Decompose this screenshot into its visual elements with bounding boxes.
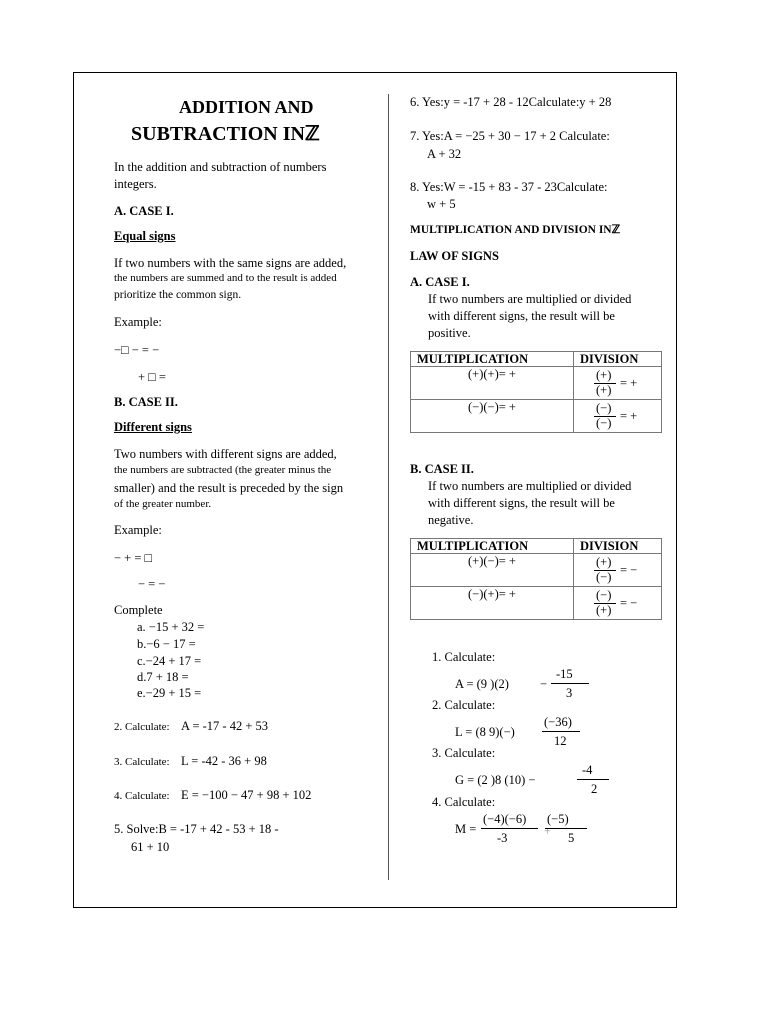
complete-item-b: b.−6 − 17 = [137,637,196,651]
item3-label: 3. Calculate: [114,756,170,768]
diff-paragraph-4: of the greater number. [114,498,212,510]
diff-paragraph-2: the numbers are subtracted (the greater minus the [114,464,332,476]
calc4-plus: + [544,824,552,838]
example1-line1: −□ − = − [114,343,160,357]
calc3-numerator: -4 [582,763,593,777]
calc2-lhs: L = (8 9)(−) [455,725,515,739]
case1-heading: A. CASE I. [114,204,174,218]
table2-row1-num: (+) [596,555,612,569]
table1-row2-mult [411,400,574,433]
item4-expression: E = −100 − 47 + 98 + 102 [181,788,312,802]
calc1-numerator: -15 [556,667,573,681]
calc3-label: 3. Calculate: [432,746,496,760]
diff-paragraph-1: Two numbers with different signs are added, [114,447,337,461]
calc4-denominator: -3 [497,831,508,845]
complete-label: Complete [114,603,163,617]
item8-line2: w + 5 [427,197,456,211]
title-line1: ADDITION AND [179,97,314,117]
equal-paragraph-3: prioritize the common sign. [114,289,242,301]
table2-header-div: DIVISION [574,539,662,554]
table2-row2-mult-text: (−)(+)= + [468,587,516,601]
calc4-numerator: (−4)(−6) [483,812,527,826]
calc1-denominator: 3 [566,686,573,700]
calc1-label: 1. Calculate: [432,650,496,664]
fraction-bar [545,828,587,829]
item2-expression: A = -17 - 42 + 53 [181,719,269,733]
calc4-label: 4. Calculate: [432,795,496,809]
item7-line2: A + 32 [427,147,462,161]
different-signs-heading: Different signs [114,420,192,434]
item2-label: 2. Calculate: [114,721,170,733]
table1-header-div: DIVISION [574,352,662,367]
fraction-bar [481,828,538,829]
calc4-denominator2: 5 [568,831,575,845]
item7-line1: 7. Yes:A = −25 + 30 − 17 + 2 Calculate: [410,129,610,143]
intro-line2: integers. [114,177,157,191]
signs-table-positive [410,351,662,433]
table2-row1-result: = − [620,563,638,577]
table2-row2-den: (+) [596,603,612,617]
calc1-minus: − [540,677,548,691]
item3-expression: L = -42 - 36 + 98 [181,754,267,768]
calc3-denominator: 2 [591,782,598,796]
calc2-denominator: 12 [554,734,567,748]
calc2-numerator: (−36) [544,715,572,729]
item5-line1: 5. Solve:B = -17 + 42 - 53 + 18 - [114,822,279,836]
item8-line1: 8. Yes:W = -15 + 83 - 37 - 23Calculate: [410,180,608,194]
table2-row2-mult [411,587,574,620]
equal-signs-heading: Equal signs [114,229,176,243]
example-label-1: Example: [114,315,162,329]
title-line2: SUBTRACTION INℤ [131,123,320,145]
caseB-heading: B. CASE II. [410,462,474,476]
column-divider [388,94,389,880]
table2-row1-mult [411,554,574,587]
item6: 6. Yes:y = -17 + 28 - 12Calculate:y + 28 [410,95,612,109]
table1-row2-result: = + [620,409,638,423]
complete-item-d: d.7 + 18 = [137,670,189,684]
table1-row1-div [574,367,662,400]
table2-row2-result: = − [620,596,638,610]
fraction-bar [577,779,609,780]
table1-row1-num: (+) [596,368,612,382]
calc4-lhs: M = [455,822,477,836]
table1-row2-mult-text: (−)(−)= + [468,400,516,414]
table2-row2-num: (−) [596,588,612,602]
equal-paragraph-1: If two numbers with the same signs are added, [114,256,347,270]
table2-row1-den: (−) [596,570,612,584]
caseB-paragraph-1: If two numbers are multiplied or divided [428,479,632,493]
table2-row1-div [574,554,662,587]
caseB-paragraph-2: with different signs, the result will be [428,496,615,510]
calc3-lhs: G = (2 )8 (10) − [455,773,536,787]
fraction-bar [551,683,589,684]
table1-row1-mult [411,367,574,400]
complete-item-a: a. −15 + 32 = [137,620,205,634]
law-of-signs-heading: LAW OF SIGNS [410,249,499,263]
table2-header-mult: MULTIPLICATION [411,539,574,554]
caseA-paragraph-1: If two numbers are multiplied or divided [428,292,632,306]
item4-label: 4. Calculate: [114,790,170,802]
table1-header-mult: MULTIPLICATION [411,352,574,367]
table2-row1-mult-text: (+)(−)= + [468,554,516,568]
caseB-paragraph-3: negative. [428,513,474,527]
example-label-2: Example: [114,523,162,537]
example1-line2: + □ = [138,370,166,384]
calc1-lhs: A = (9 )(2) [455,677,509,691]
table2-row2-div [574,587,662,620]
complete-item-c: c.−24 + 17 = [137,654,202,668]
table1-row1-den: (+) [596,383,612,397]
table1-row1-mult-text: (+)(+)= + [468,367,516,381]
example2-line1: − + = □ [114,551,153,565]
example2-line2: − = − [138,577,166,591]
complete-item-e: e.−29 + 15 = [137,686,202,700]
equal-paragraph-2: the numbers are summed and to the result is added [114,272,337,284]
intro-line1: In the addition and subtraction of numbers [114,160,327,174]
table1-row2-div [574,400,662,433]
caseA-paragraph-3: positive. [428,326,471,340]
caseA-heading: A. CASE I. [410,275,470,289]
item5-line2: 61 + 10 [131,840,170,854]
case2-heading: B. CASE II. [114,395,178,409]
table1-row1-result: = + [620,376,638,390]
calc4-numerator2: (−5) [547,812,569,826]
table1-row2-den: (−) [596,416,612,430]
diff-paragraph-3: smaller) and the result is preceded by the sign [114,481,344,495]
signs-table-negative [410,538,662,620]
table1-row2-num: (−) [596,401,612,415]
calc2-label: 2. Calculate: [432,698,496,712]
caseA-paragraph-2: with different signs, the result will be [428,309,615,323]
fraction-bar [542,731,580,732]
mult-div-heading: MULTIPLICATION AND DIVISION INℤ [410,224,621,236]
